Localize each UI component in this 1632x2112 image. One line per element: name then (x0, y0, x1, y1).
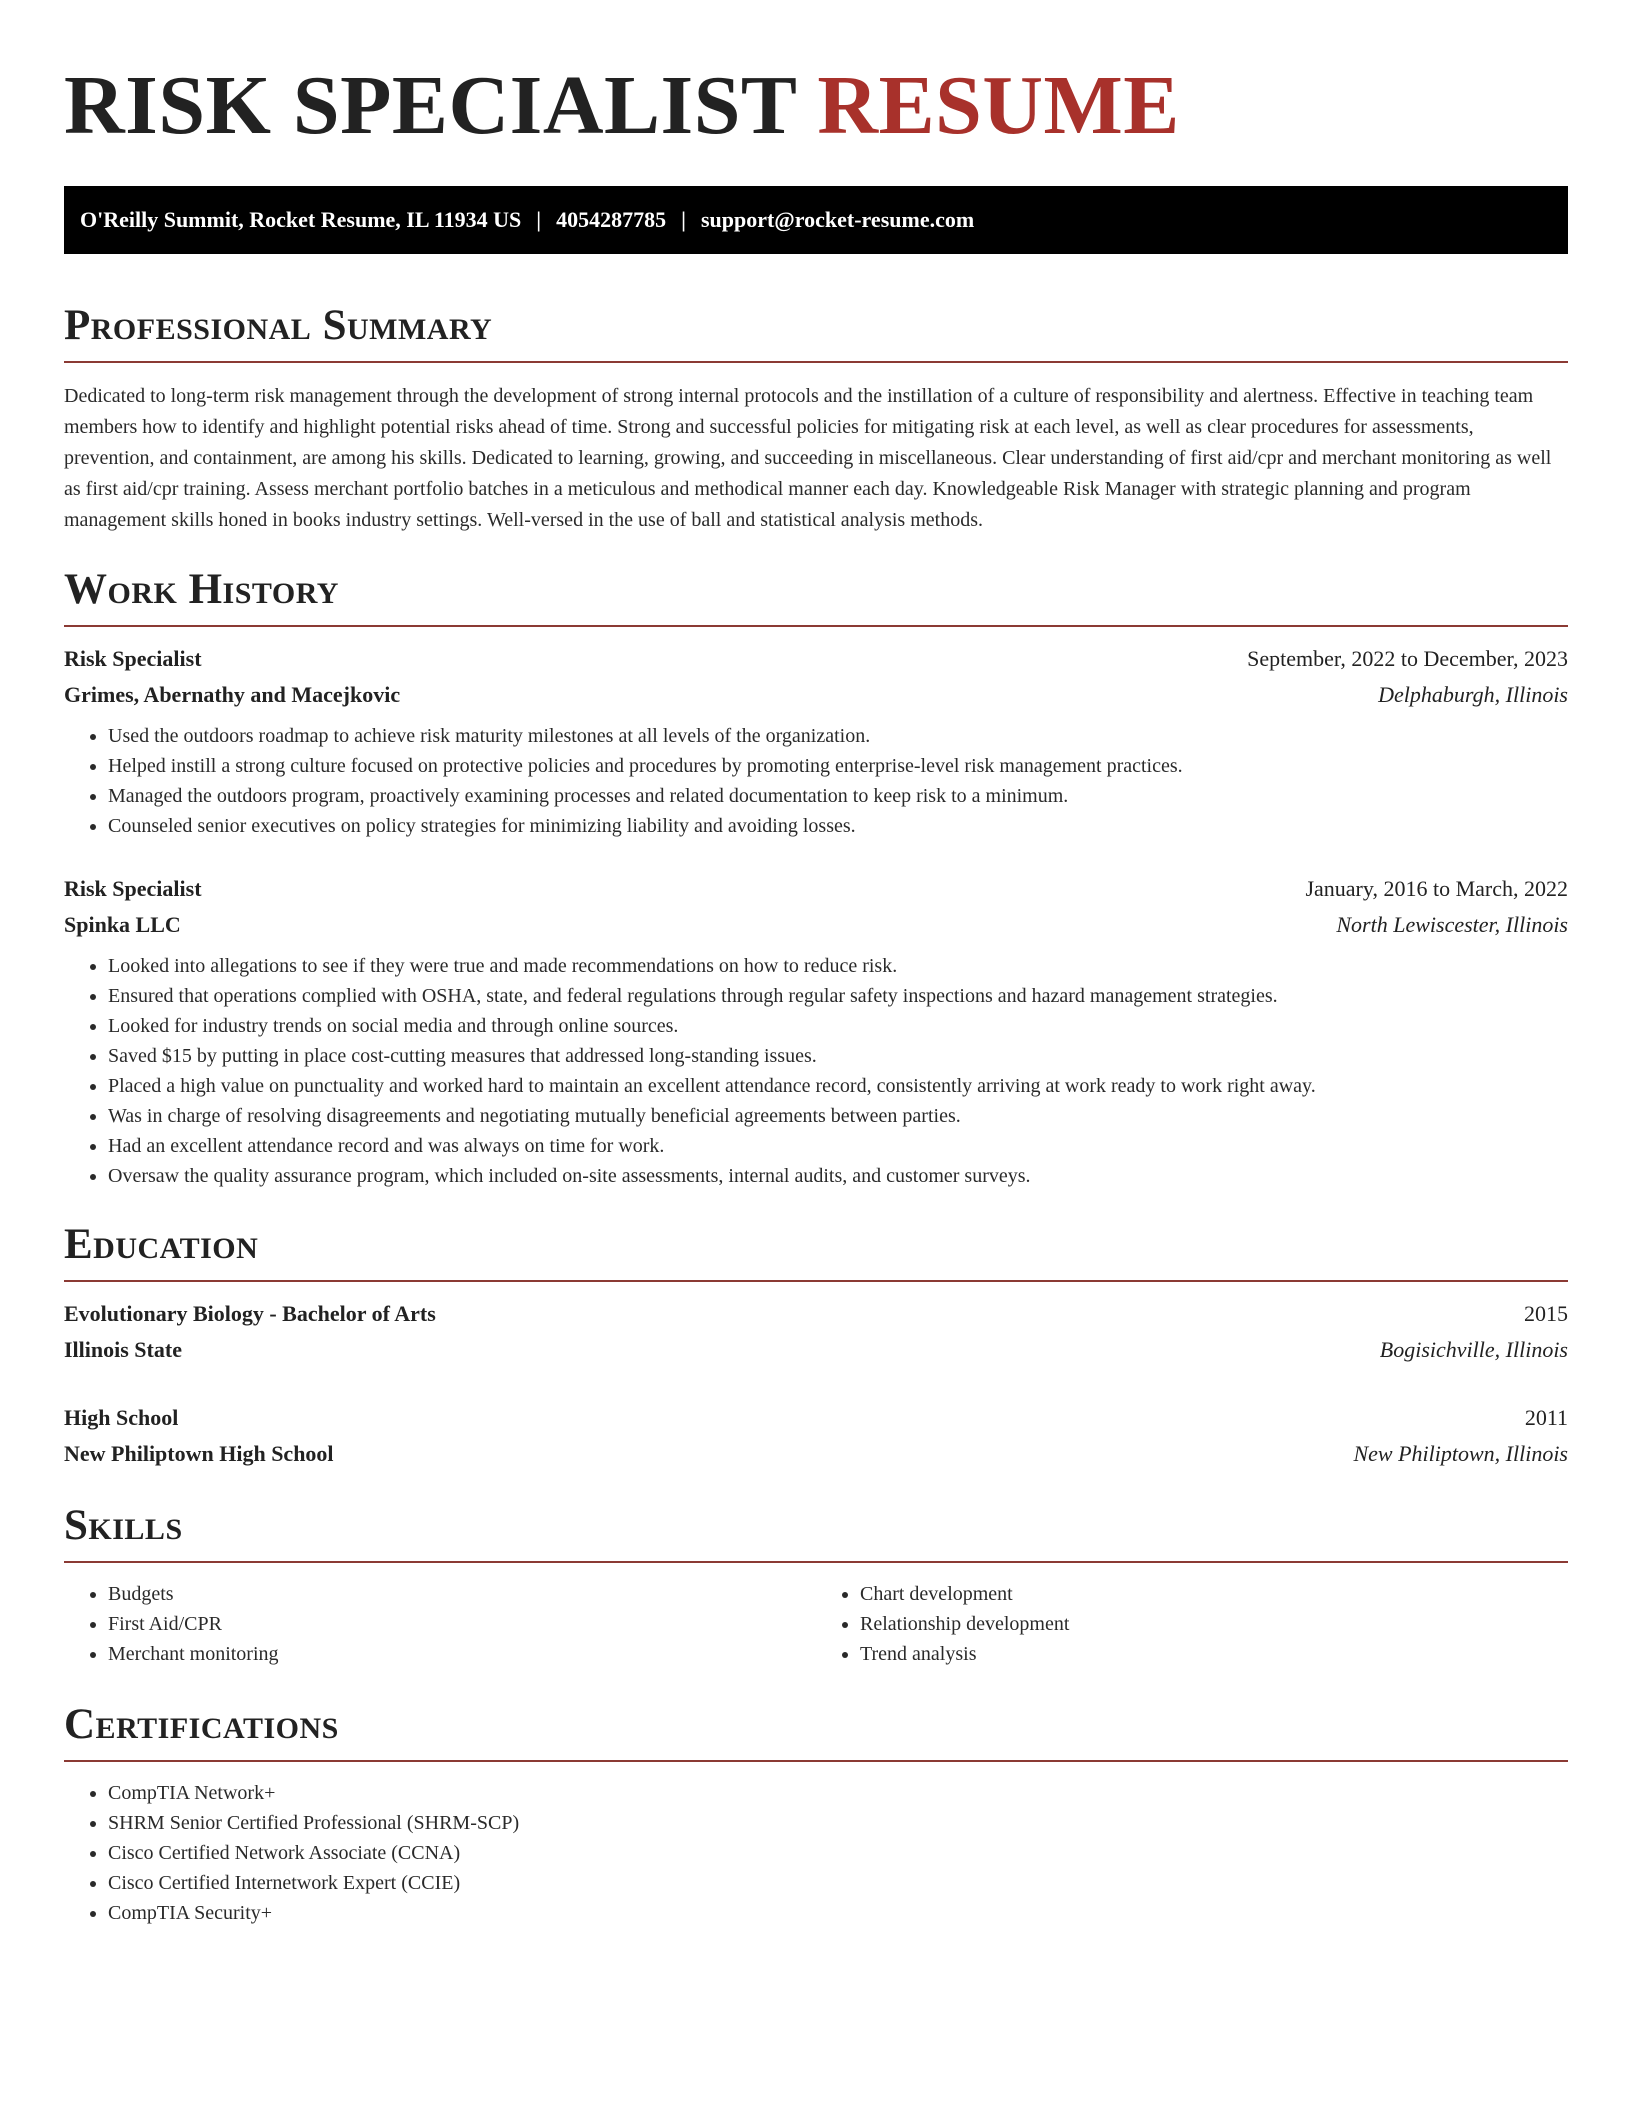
title-accent: RESUME (817, 59, 1180, 152)
job-bullet: • Had an excellent attendance record and was always on time for work. (108, 1131, 1568, 1161)
section-divider (64, 625, 1568, 627)
section-divider (64, 1280, 1568, 1282)
certification-item: • Cisco Certified Internetwork Expert (CCIE) (108, 1868, 1568, 1898)
job-bullets (64, 951, 1568, 1191)
skills-grid (64, 1579, 1568, 1669)
contact-separator: | (681, 207, 686, 232)
education-entry (64, 1296, 1568, 1368)
job-header-row (64, 641, 1568, 677)
job-title: Risk Specialist (64, 646, 202, 671)
certification-item: • SHRM Senior Certified Professional (SHRM-SCP) (108, 1808, 1568, 1838)
education-location: New Philiptown, Illinois (1353, 1441, 1568, 1466)
certification-item: • CompTIA Security+ (108, 1898, 1568, 1928)
section-divider (64, 361, 1568, 363)
job-company: Spinka LLC (64, 912, 181, 937)
title-main: RISK SPECIALIST (64, 59, 796, 152)
education-entry (64, 1400, 1568, 1472)
job-bullet: • Looked into allegations to see if they were true and made recommendations on how to reduce risk. (108, 951, 1568, 981)
skills-column-right (816, 1579, 1568, 1669)
skill-item: • First Aid/CPR (108, 1609, 816, 1639)
work-section (64, 568, 1568, 1191)
job-bullet: • Saved $15 by putting in place cost-cutting measures that addressed long-standing issues. (108, 1041, 1568, 1071)
education-location: Bogisichville, Illinois (1379, 1337, 1568, 1362)
job-header-row (64, 871, 1568, 907)
contact-address: O'Reilly Summit, Rocket Resume, IL 11934 US (80, 207, 522, 232)
summary-heading: Professional Summary (64, 302, 493, 349)
job-location: North Lewiscester, Illinois (1336, 912, 1568, 937)
education-year: 2011 (1524, 1405, 1568, 1430)
job-bullet: • Was in charge of resolving disagreements and negotiating mutually beneficial agreements between parties. (108, 1101, 1568, 1131)
certifications-section (64, 1703, 1568, 1928)
job-company-row (64, 677, 1568, 713)
job-bullet: • Managed the outdoors program, proactively examining processes and related documentation to keep risk to a minimum. (108, 781, 1568, 811)
job-bullet: • Oversaw the quality assurance program, which included on-site assessments, internal audits, and customer surveys. (108, 1161, 1568, 1191)
section-divider (64, 1760, 1568, 1762)
job-company-row (64, 907, 1568, 943)
education-school: Illinois State (64, 1337, 182, 1362)
job-entry (64, 641, 1568, 841)
certification-item: • Cisco Certified Network Associate (CCNA) (108, 1838, 1568, 1868)
education-degree-row (64, 1400, 1568, 1436)
skill-item: • Relationship development (860, 1609, 1568, 1639)
job-bullet: • Counseled senior executives on policy strategies for minimizing liability and avoiding losses. (108, 811, 1568, 841)
skills-heading: Skills (64, 1502, 183, 1549)
education-degree: High School (64, 1405, 179, 1430)
job-bullets (64, 721, 1568, 841)
education-school: New Philiptown High School (64, 1441, 334, 1466)
skills-section (64, 1504, 1568, 1669)
skill-item: • Merchant monitoring (108, 1639, 816, 1669)
certification-item: • CompTIA Network+ (108, 1778, 1568, 1808)
job-dates: January, 2016 to March, 2022 (1305, 876, 1568, 901)
section-divider (64, 1561, 1568, 1563)
job-bullet: • Used the outdoors roadmap to achieve risk maturity milestones at all levels of the organization. (108, 721, 1568, 751)
education-school-row (64, 1332, 1568, 1368)
education-school-row (64, 1436, 1568, 1472)
certifications-heading: Certifications (64, 1701, 339, 1748)
contact-bar (64, 186, 1568, 254)
job-entry (64, 871, 1568, 1191)
work-heading: Work History (64, 566, 339, 613)
skill-item: • Chart development (860, 1579, 1568, 1609)
job-bullet: • Placed a high value on punctuality and worked hard to maintain an excellent attendance record, consistently arriving at work ready to work right away. (108, 1071, 1568, 1101)
job-title: Risk Specialist (64, 876, 202, 901)
job-bullet: • Ensured that operations complied with OSHA, state, and federal regulations through regular safety inspections and hazard management strategies. (108, 981, 1568, 1011)
resume-title (64, 58, 1568, 152)
education-year: 2015 (1524, 1301, 1568, 1326)
contact-email: support@rocket-resume.com (700, 207, 975, 232)
summary-section (64, 304, 1568, 536)
contact-phone: 4054287785 (556, 207, 667, 232)
education-degree-row (64, 1296, 1568, 1332)
certifications-list (64, 1778, 1568, 1928)
job-company: Grimes, Abernathy and Macejkovic (64, 682, 401, 707)
contact-separator: | (536, 207, 542, 232)
skill-item: • Trend analysis (860, 1639, 1568, 1669)
education-heading: Education (64, 1221, 259, 1268)
job-bullet: • Helped instill a strong culture focused on protective policies and procedures by promoting enterprise-level risk management practices. (108, 751, 1568, 781)
summary-text: Dedicated to long-term risk management through the development of strong internal protocols and the instillation of a culture of responsibility and alertness. Effective in teaching team members how to identify and highlight potential risks ahead of time. Strong and successful policies for mitigating risk at each level, as well as clear procedures for assessments, prevention, and containment, are among his skills. Dedicated to learning, growing, and succeeding in miscellaneous. Clear understanding of first aid/cpr and merchant monitoring as well as first aid/cpr training. Assess merchant portfolio batches in a meticulous and methodical manner each day. Knowledgeable Risk Manager with strategic planning and program management skills honed in books industry settings. Well-versed in the use of ball and statistical analysis methods. (64, 385, 1552, 531)
job-dates: September, 2022 to December, 2023 (1247, 646, 1568, 671)
skill-item: • Budgets (108, 1579, 816, 1609)
job-location: Delphaburgh, Illinois (1378, 682, 1568, 707)
education-degree: Evolutionary Biology - Bachelor of Arts (64, 1301, 436, 1326)
skills-column-left (64, 1579, 816, 1669)
job-bullet: • Looked for industry trends on social media and through online sources. (108, 1011, 1568, 1041)
education-section (64, 1223, 1568, 1472)
